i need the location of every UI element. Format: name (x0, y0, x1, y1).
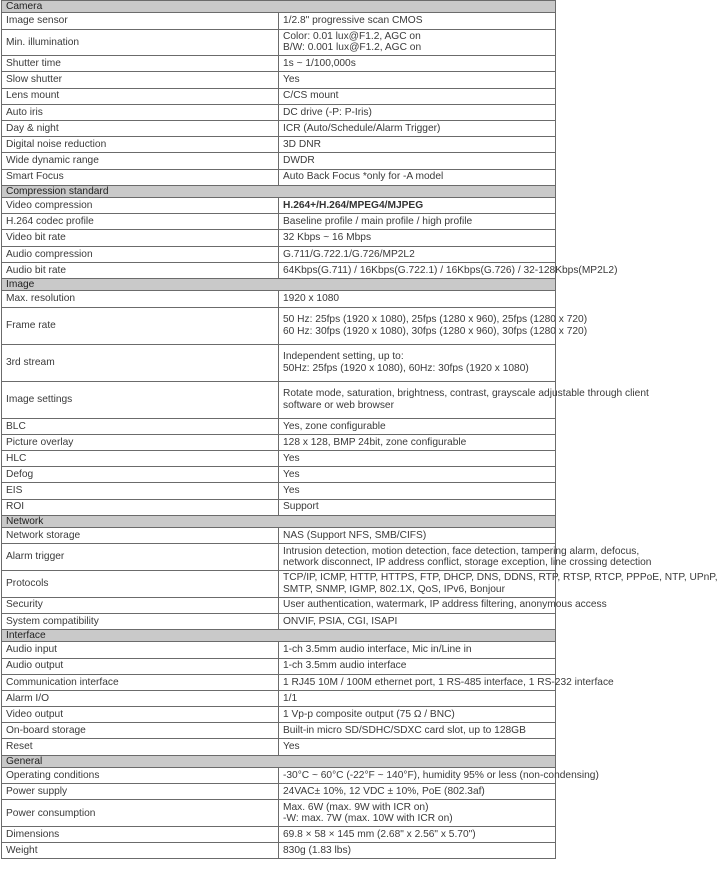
spec-label: Power supply (2, 784, 279, 800)
spec-table-body (2, 1, 718, 859)
spec-value-line: Baseline profile / main profile / high profile (283, 216, 473, 228)
section-header (2, 1, 556, 13)
spec-label: Operating conditions (2, 768, 279, 784)
spec-value (279, 381, 649, 418)
spec-label: Picture overlay (2, 434, 279, 450)
spec-row (2, 597, 556, 613)
spec-value-line: H.264+/H.264/MPEG4/MJPEG (283, 199, 424, 211)
spec-value (279, 214, 556, 230)
spec-value-line: 50Hz: 25fps (1920 x 1080), 60Hz: 30fps (1920 x 1080) (283, 362, 529, 374)
spec-value (279, 690, 556, 706)
spec-value (279, 467, 556, 483)
spec-row (2, 570, 556, 597)
spec-label: Weight (2, 843, 279, 859)
spec-value (279, 88, 556, 104)
spec-row (2, 198, 556, 214)
spec-value (279, 230, 556, 246)
spec-row (2, 291, 556, 307)
spec-value (279, 434, 556, 450)
spec-label: Video bit rate (2, 230, 279, 246)
spec-value-line: C/CS mount (283, 90, 339, 102)
spec-value-line: TCP/IP, ICMP, HTTP, HTTPS, FTP, DHCP, DNS, DDNS, RTP, RTSP, RTCP, PPPoE, NTP, UPnP, (283, 572, 718, 584)
spec-row (2, 214, 556, 230)
section-header (2, 279, 556, 291)
spec-row (2, 344, 556, 381)
spec-value-line: SMTP, SNMP, IGMP, 802.1X, QoS, IPv6, Bonjour (283, 583, 505, 595)
spec-row (2, 262, 556, 278)
spec-label: Frame rate (2, 307, 279, 344)
spec-value (279, 613, 556, 629)
spec-row (2, 723, 556, 739)
spec-row (2, 707, 556, 723)
spec-value-line: 1/2.8" progressive scan CMOS (283, 15, 423, 27)
spec-label: On-board storage (2, 723, 279, 739)
spec-row (2, 690, 556, 706)
spec-label: Shutter time (2, 56, 279, 72)
spec-value (279, 137, 556, 153)
spec-value-line: 1-ch 3.5mm audio interface, Mic in/Line in (283, 644, 472, 656)
spec-label: Video output (2, 707, 279, 723)
spec-row (2, 137, 556, 153)
spec-row (2, 418, 556, 434)
spec-row (2, 451, 556, 467)
spec-value-line: Yes, zone configurable (283, 420, 386, 432)
spec-label: Audio bit rate (2, 262, 279, 278)
spec-label: Network storage (2, 528, 279, 544)
spec-value (279, 707, 556, 723)
spec-value-line: 1920 x 1080 (283, 293, 340, 305)
spec-value-line: Yes (283, 74, 300, 86)
spec-value-line: Rotate mode, saturation, brightness, contrast, grayscale adjustable through client (283, 388, 649, 400)
spec-row (2, 739, 556, 755)
spec-label: EIS (2, 483, 279, 499)
spec-value-line: 69.8 × 58 × 145 mm (2.68" x 2.56" x 5.70") (283, 828, 476, 840)
spec-value-line: Yes (283, 485, 300, 497)
spec-value (279, 169, 556, 185)
section-title: General (2, 755, 556, 767)
spec-value (279, 843, 556, 859)
spec-value-line: B/W: 0.001 lux@F1.2, AGC on (283, 42, 422, 54)
spec-value-line: 1s ~ 1/100,000s (283, 58, 356, 70)
spec-label: Communication interface (2, 674, 279, 690)
spec-value-line: 1 Vp-p composite output (75 Ω / BNC) (283, 708, 455, 720)
spec-label: Audio output (2, 658, 279, 674)
spec-value (279, 418, 556, 434)
spec-value (279, 56, 556, 72)
spec-value (279, 544, 652, 571)
section-title: Network (2, 515, 556, 527)
spec-row (2, 499, 556, 515)
spec-value-line: 128 x 128, BMP 24bit, zone configurable (283, 436, 467, 448)
spec-row (2, 467, 556, 483)
spec-row (2, 784, 556, 800)
spec-row (2, 169, 556, 185)
spec-value-line: ONVIF, PSIA, CGI, ISAPI (283, 615, 398, 627)
spec-value (279, 198, 556, 214)
spec-row (2, 88, 556, 104)
spec-value-line: 3D DNR (283, 139, 321, 151)
spec-value (279, 528, 556, 544)
spec-value (279, 104, 556, 120)
spec-row (2, 29, 556, 56)
spec-label: HLC (2, 451, 279, 467)
spec-row (2, 381, 556, 418)
spec-row (2, 307, 556, 344)
spec-value (279, 768, 599, 784)
spec-value (279, 72, 556, 88)
spec-label: ROI (2, 499, 279, 515)
spec-label: Smart Focus (2, 169, 279, 185)
spec-value-line: Intrusion detection, motion detection, face detection, tampering alarm, defocus, (283, 545, 640, 557)
spec-value-line: 1-ch 3.5mm audio interface (283, 660, 407, 672)
spec-value-line: DC drive (-P: P-Iris) (283, 106, 372, 118)
spec-row (2, 246, 556, 262)
spec-label: Alarm I/O (2, 690, 279, 706)
spec-value (279, 597, 607, 613)
spec-value-line: Support (283, 501, 319, 513)
spec-label: BLC (2, 418, 279, 434)
spec-value-line: 24VAC± 10%, 12 VDC ± 10%, PoE (802.3af) (283, 786, 485, 798)
spec-row (2, 56, 556, 72)
spec-label: Defog (2, 467, 279, 483)
spec-row (2, 153, 556, 169)
section-title: Interface (2, 629, 556, 641)
spec-label: Slow shutter (2, 72, 279, 88)
section-title: Compression standard (2, 185, 556, 197)
spec-value (279, 674, 614, 690)
spec-value (279, 246, 556, 262)
spec-label: Audio input (2, 642, 279, 658)
spec-value (279, 307, 588, 344)
spec-value (279, 13, 556, 29)
spec-label: Reset (2, 739, 279, 755)
spec-row (2, 827, 556, 843)
spec-value (279, 739, 556, 755)
spec-row (2, 434, 556, 450)
spec-value-line: User authentication, watermark, IP address filtering, anonymous access (283, 599, 607, 611)
spec-value (279, 153, 556, 169)
section-title: Image (2, 279, 556, 291)
spec-value (279, 29, 556, 56)
spec-label: Video compression (2, 198, 279, 214)
spec-row (2, 843, 556, 859)
section-title: Camera (2, 1, 556, 13)
section-header (2, 629, 556, 641)
spec-value-line: network disconnect, IP address conflict, storage exception, line crossing detection (283, 557, 652, 569)
spec-value-line: software or web browser (283, 399, 394, 411)
spec-label: Auto iris (2, 104, 279, 120)
spec-label: Wide dynamic range (2, 153, 279, 169)
spec-value-line: 60 Hz: 30fps (1920 x 1080), 30fps (1280 x 960), 30fps (1280 x 720) (283, 325, 588, 337)
spec-value-line: Max. 6W (max. 9W with ICR on) (283, 801, 429, 813)
spec-value-line: 1 RJ45 10M / 100M ethernet port, 1 RS-485 interface, 1 RS-232 interface (283, 676, 614, 688)
spec-value (279, 344, 556, 381)
spec-value (279, 291, 556, 307)
spec-value-line: 32 Kbps ~ 16 Mbps (283, 232, 372, 244)
spec-value-line: Auto Back Focus *only for -A model (283, 171, 444, 183)
spec-value (279, 723, 556, 739)
spec-row (2, 483, 556, 499)
spec-row (2, 230, 556, 246)
spec-label: H.264 codec profile (2, 214, 279, 230)
spec-label: Security (2, 597, 279, 613)
spec-value-line: -W: max. 7W (max. 10W with ICR on) (283, 813, 453, 825)
spec-value (279, 642, 556, 658)
spec-value (279, 800, 556, 827)
spec-label: System compatibility (2, 613, 279, 629)
section-header (2, 755, 556, 767)
spec-value-line: Yes (283, 452, 300, 464)
spec-value-line: Built-in micro SD/SDHC/SDXC card slot, up to 128GB (283, 725, 526, 737)
spec-label: Audio compression (2, 246, 279, 262)
spec-row (2, 544, 556, 571)
spec-row (2, 528, 556, 544)
spec-label: Min. illumination (2, 29, 279, 56)
spec-label: Protocols (2, 570, 279, 597)
spec-value-line: G.711/G.722.1/G.726/MP2L2 (283, 248, 415, 260)
spec-row (2, 120, 556, 136)
spec-label: Digital noise reduction (2, 137, 279, 153)
spec-value (279, 784, 556, 800)
spec-value-line: Independent setting, up to: (283, 351, 404, 363)
spec-value-line: Yes (283, 741, 300, 753)
spec-value (279, 483, 556, 499)
spec-row (2, 72, 556, 88)
spec-row (2, 658, 556, 674)
spec-label: Day & night (2, 120, 279, 136)
spec-value-line: Yes (283, 469, 300, 481)
spec-row (2, 800, 556, 827)
spec-value-line: DWDR (283, 155, 315, 167)
spec-value (279, 658, 556, 674)
spec-row (2, 13, 556, 29)
spec-value-line: 1/1 (283, 692, 298, 704)
spec-label: Lens mount (2, 88, 279, 104)
section-header (2, 185, 556, 197)
spec-value (279, 827, 556, 843)
spec-value-line: 64Kbps(G.711) / 16Kbps(G.722.1) / 16Kbps(G.726) / 32-128Kbps(MP2L2) (283, 264, 618, 276)
spec-value-line: ICR (Auto/Schedule/Alarm Trigger) (283, 122, 441, 134)
spec-label: Power consumption (2, 800, 279, 827)
spec-value-line: NAS (Support NFS, SMB/CIFS) (283, 530, 427, 542)
spec-value (279, 120, 556, 136)
spec-value (279, 499, 556, 515)
spec-value-line: -30°C ~ 60°C (-22°F ~ 140°F), humidity 95% or less (non-condensing) (283, 769, 599, 781)
spec-row (2, 613, 556, 629)
spec-row (2, 768, 556, 784)
spec-label: Image settings (2, 381, 279, 418)
spec-row (2, 642, 556, 658)
spec-label: Alarm trigger (2, 544, 279, 571)
spec-label: Image sensor (2, 13, 279, 29)
spec-value-line: 830g (1.83 lbs) (283, 845, 351, 857)
spec-value (279, 451, 556, 467)
spec-table (1, 0, 718, 859)
spec-row (2, 104, 556, 120)
spec-value (279, 262, 618, 278)
spec-label: Max. resolution (2, 291, 279, 307)
spec-value (279, 570, 718, 597)
spec-row (2, 674, 556, 690)
spec-value-line: 50 Hz: 25fps (1920 x 1080), 25fps (1280 x 960), 25fps (1280 x 720) (283, 314, 588, 326)
spec-label: Dimensions (2, 827, 279, 843)
section-header (2, 515, 556, 527)
spec-value-line: Color: 0.01 lux@F1.2, AGC on (283, 30, 421, 42)
spec-label: 3rd stream (2, 344, 279, 381)
